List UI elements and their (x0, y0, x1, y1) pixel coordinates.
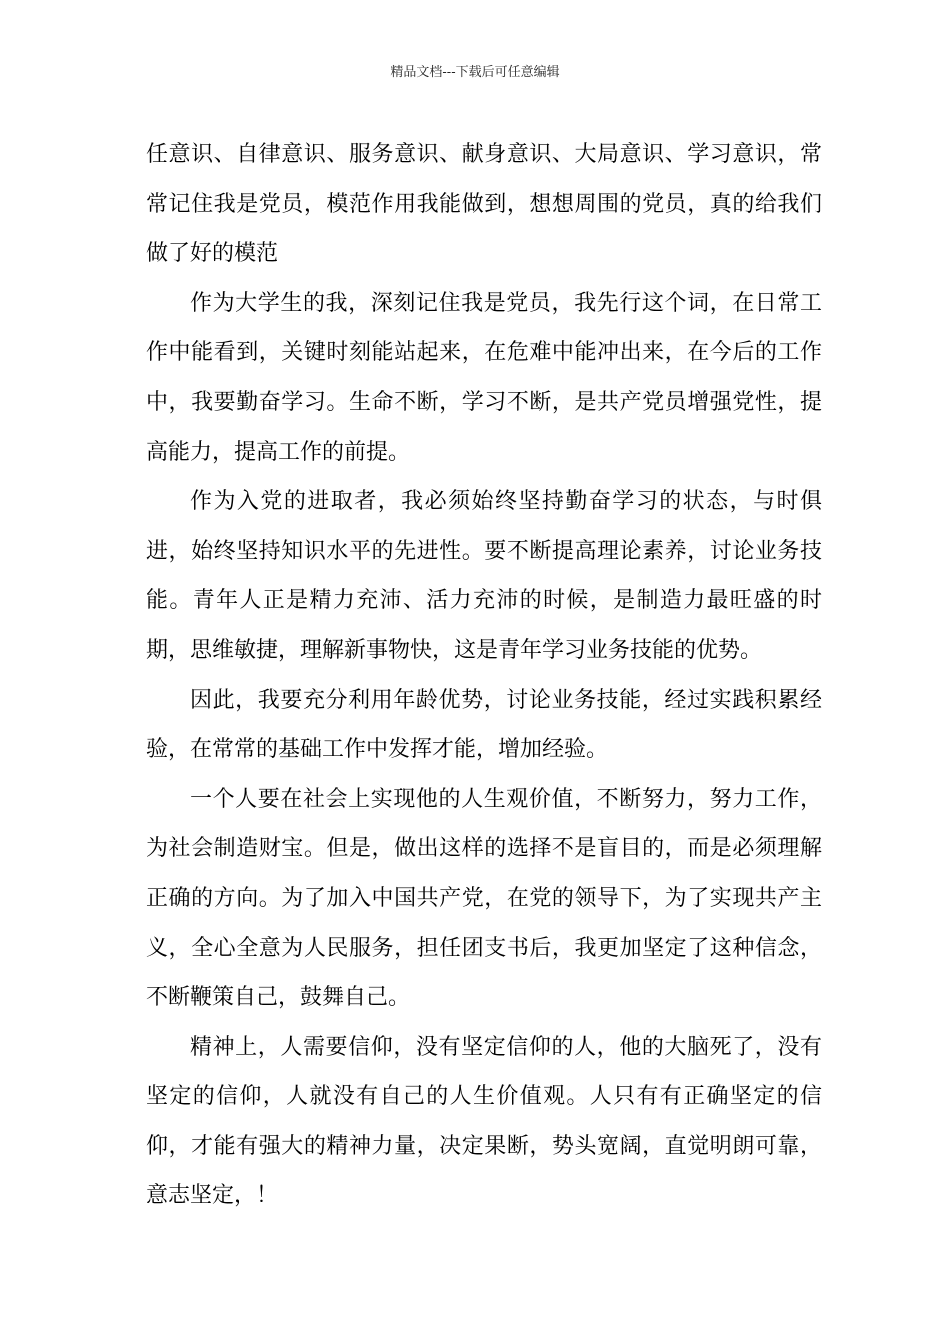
paragraph-3: 作为入党的进取者，我必须始终坚持勤奋学习的状态，与时俱进，始终坚持知识水平的先进性。要不断提高理论素养，讨论业务技能。青年人正是精力充沛、活力充沛的时候，是制造力最旺盛的时期，思维敏捷，理解新事物快，这是青年学习业务技能的优势。 (146, 489, 822, 663)
paragraph-4: 因此，我要充分利用年龄优势，讨论业务技能，经过实践积累经验，在常常的基础工作中发挥才能，增加经验。 (146, 687, 822, 763)
paragraph-5: 一个人要在社会上实现他的人生观价值，不断努力，努力工作，为社会制造财宝。但是，做出这样的选择不是盲目的，而是必须理解正确的方向。为了加入中国共产党，在党的领导下，为了实现共产主义，全心全意为人民服务，担任团支书后，我更加坚定了这种信念，不断鞭策自己，鼓舞自己。 (146, 786, 822, 1011)
paragraph-6: 精神上，人需要信仰，没有坚定信仰的人，他的大脑死了，没有坚定的信仰，人就没有自己的人生价值观。人只有有正确坚定的信仰，才能有强大的精神力量，决定果断，势头宽阔，直觉明朗可靠，意志坚定，！ (146, 1034, 822, 1209)
paragraph-1: 任意识、自律意识、服务意识、献身意识、大局意识、学习意识，常常记住我是党员，模范作用我能做到，想想周围的党员，真的给我们做了好的模范 (146, 142, 822, 267)
document-body (146, 130, 822, 1221)
page-header: 精品文档---下载后可任意编辑 (390, 65, 560, 80)
paragraph-2: 作为大学生的我，深刻记住我是党员，我先行这个词，在日常工作中能看到，关键时刻能站起来，在危难中能冲出来，在今后的工作中，我要勤奋学习。生命不断，学习不断，是共产党员增强党性，提高能力，提高工作的前提。 (146, 290, 822, 465)
